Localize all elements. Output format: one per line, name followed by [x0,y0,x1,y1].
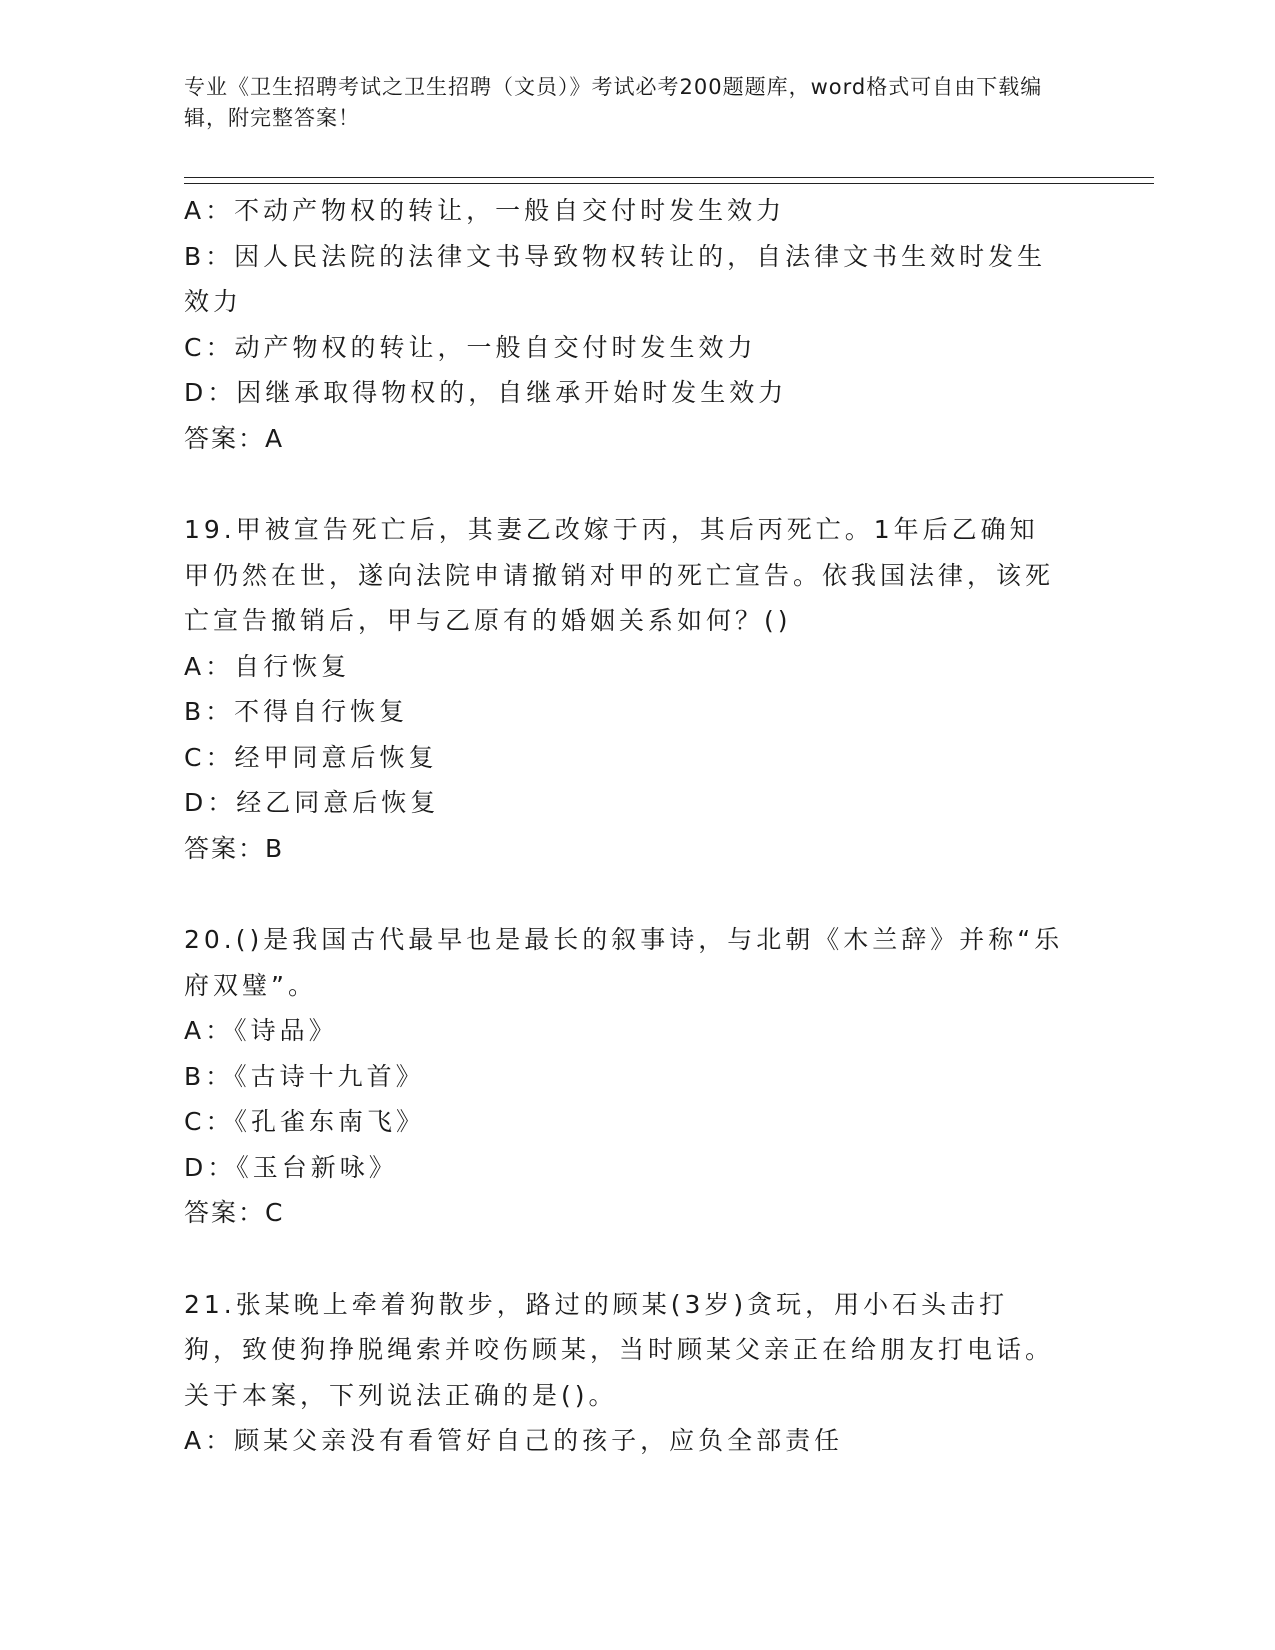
question-text: 20.()是我国古代最早也是最长的叙事诗，与北朝《木兰辞》并称“乐府双璧”。 [184,925,1064,1000]
document-header [184,72,1064,134]
option-a: A：不动产物权的转让，一般自交付时发生效力 [184,196,786,225]
option-b: B：《古诗十九首》 [184,1061,425,1091]
spacer [184,871,1064,917]
option-a: A：《诗品》 [184,1016,338,1045]
header-divider-bottom [184,183,1154,184]
option-a: A：顾某父亲没有看管好自己的孩子，应负全部责任 [184,1426,844,1455]
question-block-21 [184,1282,1064,1464]
option-d: D：因继承取得物权的，自继承开始时发生效力 [184,378,788,407]
header-divider-top [184,177,1154,178]
option-d: D：《玉台新咏》 [184,1152,398,1182]
option-b: B：不得自行恢复 [184,697,409,726]
option-a: A：自行恢复 [184,651,351,681]
option-c: C：《孔雀东南飞》 [184,1107,425,1136]
question-block-prev [184,188,1064,461]
question-text: 19.甲被宣告死亡后，其妻乙改嫁于丙，其后丙死亡。1年后乙确知甲仍然在世，遂向法院申请撤销对甲的死亡宣告。依我国法律，该死亡宣告撤销后，甲与乙原有的婚姻关系如何？() [184,515,1055,635]
answer-line: 答案：B [184,833,285,863]
document-body [184,188,1064,1464]
header-title: 专业《卫生招聘考试之卫生招聘（文员）》考试必考200题题库，word格式可自由下载编辑，附完整答案！ [184,75,1043,130]
option-d: D：经乙同意后恢复 [184,788,440,817]
question-block-20 [184,917,1064,1236]
option-b: B：因人民法院的法律文书导致物权转让的，自法律文书生效时发生效力 [184,241,1047,316]
option-c: C：动产物权的转让，一般自交付时发生效力 [184,332,757,362]
question-block-19 [184,507,1064,871]
answer-line: 答案：A [184,423,285,453]
option-c: C：经甲同意后恢复 [184,742,438,772]
spacer [184,1236,1064,1282]
question-text: 21.张某晚上牵着狗散步，路过的顾某(3岁)贪玩，用小石头击打狗，致使狗挣脱绳索并咬伤顾某，当时顾某父亲正在给朋友打电话。关于本案，下列说法正确的是()。 [184,1289,1055,1410]
spacer [184,461,1064,507]
answer-line: 答案：C [184,1198,285,1227]
